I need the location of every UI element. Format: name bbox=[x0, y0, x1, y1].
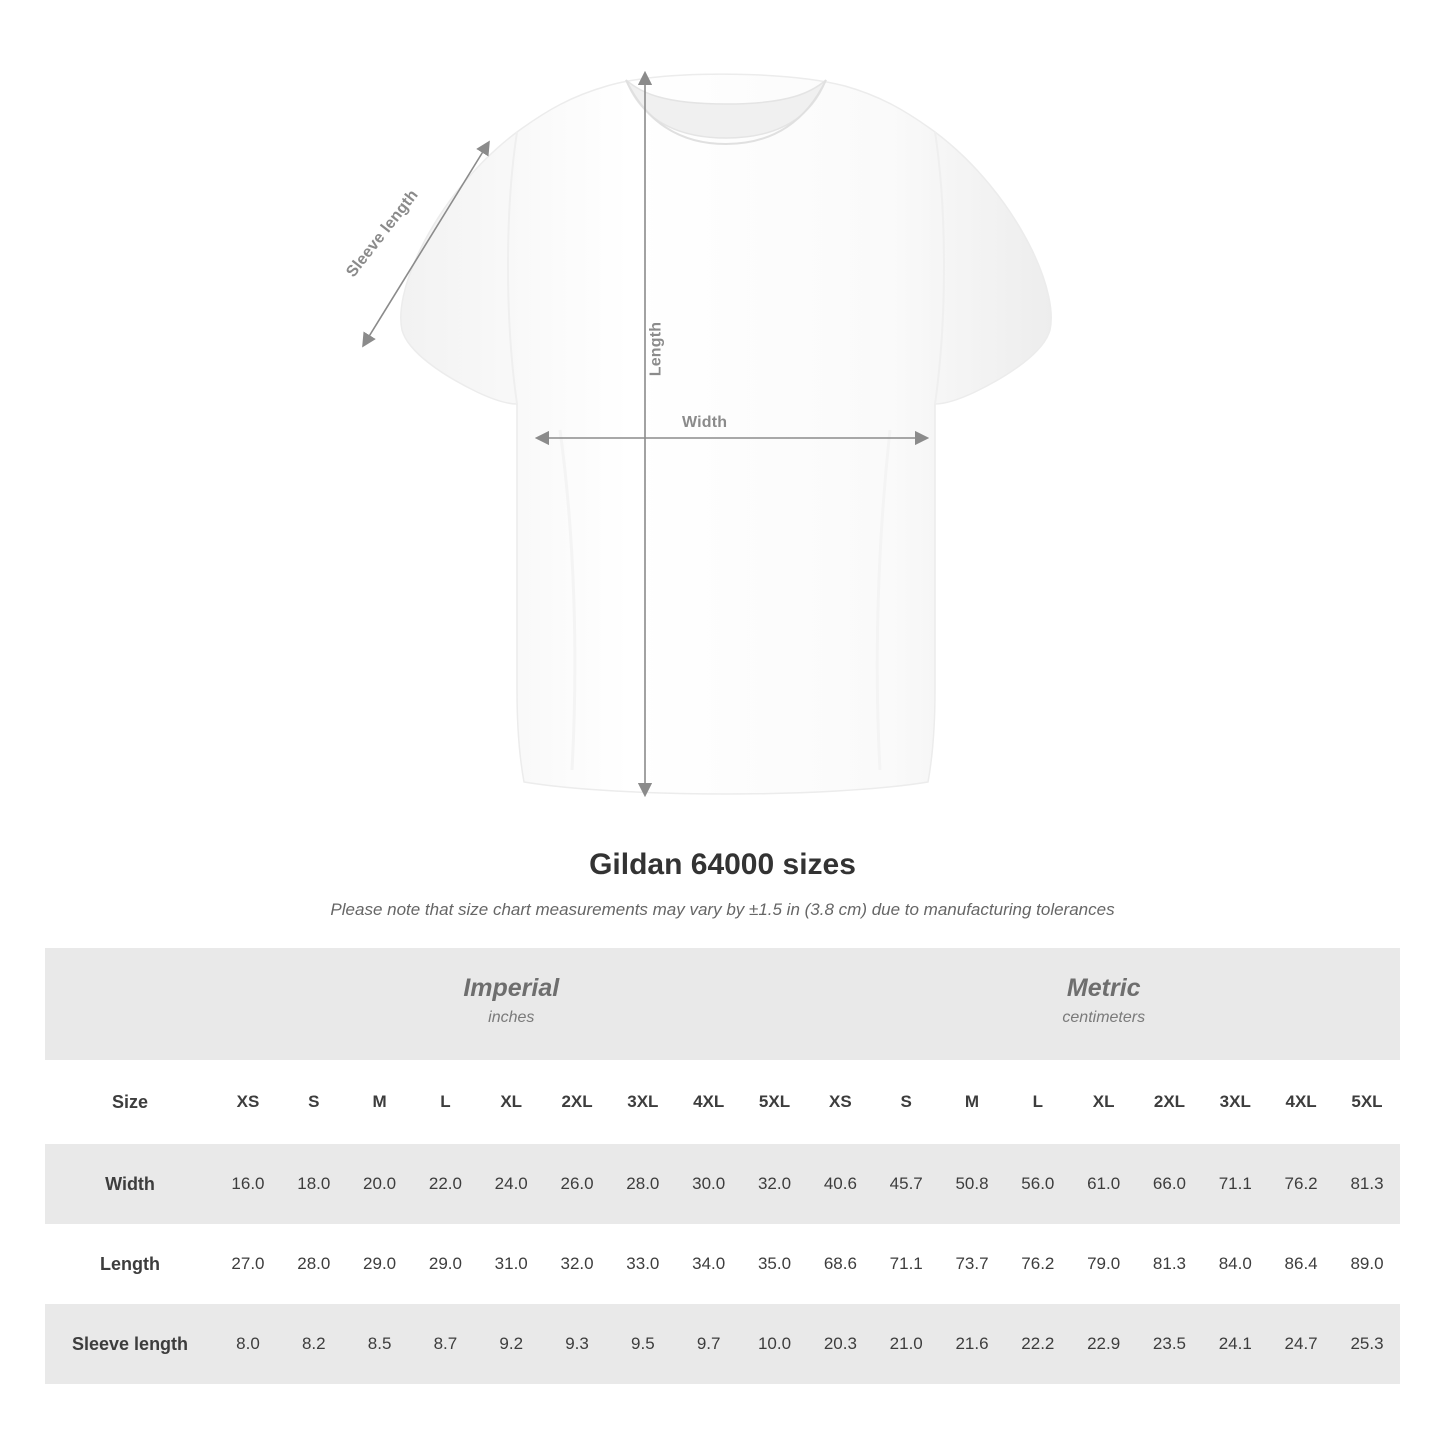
size-header-metric-m: M bbox=[939, 1060, 1005, 1144]
size-header-metric-xl: XL bbox=[1071, 1060, 1137, 1144]
size-header-metric-4xl: 4XL bbox=[1268, 1060, 1334, 1144]
cell-length-imperial-5xl: 35.0 bbox=[757, 1254, 792, 1273]
cell-width-imperial-m: 20.0 bbox=[347, 1144, 413, 1224]
unit-group-metric-sub: centimeters bbox=[1062, 1009, 1146, 1027]
size-header-metric-3xl: 3XL bbox=[1202, 1060, 1268, 1144]
cell-width-imperial-xl: 24.0 bbox=[478, 1144, 544, 1224]
cell-length-imperial-m: 29.0 bbox=[363, 1254, 397, 1273]
size-header-imperial-4xl: 4XL bbox=[676, 1060, 742, 1144]
row-label-sleeve-length: Sleeve length bbox=[45, 1304, 215, 1384]
size-header-imperial-xl: XL bbox=[478, 1060, 544, 1144]
unit-group-header-row bbox=[45, 948, 1400, 1060]
cell-length-metric-xl: 79.0 bbox=[1087, 1254, 1121, 1273]
cell-width-metric-xl: 61.0 bbox=[1071, 1144, 1137, 1224]
cell-sleeve-metric-2xl: 23.5 bbox=[1137, 1304, 1203, 1384]
cell-length-imperial-xl: 31.0 bbox=[494, 1254, 528, 1273]
cell-length-imperial-xs: 27.0 bbox=[231, 1254, 265, 1273]
cell-length-metric-s: 71.1 bbox=[889, 1254, 923, 1273]
cell-sleeve-imperial-3xl: 9.5 bbox=[610, 1304, 676, 1384]
size-header-metric-5xl: 5XL bbox=[1334, 1060, 1400, 1144]
cell-sleeve-imperial-l: 8.7 bbox=[413, 1304, 479, 1384]
cell-width-imperial-s: 18.0 bbox=[281, 1144, 347, 1224]
size-header-imperial-xs: XS bbox=[215, 1060, 281, 1144]
cell-length-metric-m: 73.7 bbox=[955, 1254, 989, 1273]
cell-width-imperial-3xl: 28.0 bbox=[610, 1144, 676, 1224]
tolerance-note: Please note that size chart measurements may vary by ±1.5 in (3.8 cm) due to manufacturing tolerances bbox=[330, 900, 1115, 919]
size-header-imperial-s: S bbox=[281, 1060, 347, 1144]
cell-sleeve-metric-3xl: 24.1 bbox=[1202, 1304, 1268, 1384]
cell-sleeve-imperial-4xl: 9.7 bbox=[676, 1304, 742, 1384]
width-label: Width bbox=[682, 414, 728, 431]
cell-length-imperial-l: 29.0 bbox=[428, 1254, 462, 1273]
cell-length-imperial-3xl: 33.0 bbox=[626, 1254, 660, 1273]
cell-sleeve-metric-xs: 20.3 bbox=[807, 1304, 873, 1384]
cell-sleeve-imperial-m: 8.5 bbox=[347, 1304, 413, 1384]
row-label-width: Width bbox=[45, 1144, 215, 1224]
cell-sleeve-imperial-s: 8.2 bbox=[281, 1304, 347, 1384]
unit-group-imperial-name: Imperial bbox=[463, 974, 560, 1003]
cell-length-metric-xs: 68.6 bbox=[823, 1254, 857, 1273]
chart-title-block bbox=[0, 848, 1445, 920]
page-title: Gildan 64000 sizes bbox=[589, 848, 856, 881]
size-header-imperial-l: L bbox=[413, 1060, 479, 1144]
cell-width-imperial-l: 22.0 bbox=[413, 1144, 479, 1224]
size-header-metric-l: L bbox=[1005, 1060, 1071, 1144]
cell-length-metric-4xl: 86.4 bbox=[1284, 1254, 1318, 1273]
cell-length-imperial-2xl: 32.0 bbox=[560, 1254, 594, 1273]
unit-group-metric-name: Metric bbox=[1066, 974, 1141, 1003]
cell-width-imperial-5xl: 32.0 bbox=[742, 1144, 808, 1224]
cell-width-imperial-4xl: 30.0 bbox=[676, 1144, 742, 1224]
cell-sleeve-imperial-xl: 9.2 bbox=[478, 1304, 544, 1384]
cell-length-metric-3xl: 84.0 bbox=[1218, 1254, 1252, 1273]
size-header-metric-2xl: 2XL bbox=[1137, 1060, 1203, 1144]
cell-width-metric-xs: 40.6 bbox=[807, 1144, 873, 1224]
cell-sleeve-metric-s: 21.0 bbox=[873, 1304, 939, 1384]
cell-sleeve-imperial-2xl: 9.3 bbox=[544, 1304, 610, 1384]
size-header-metric-xs: XS bbox=[807, 1060, 873, 1144]
unit-group-metric bbox=[807, 948, 1400, 1060]
table-row bbox=[45, 1144, 1400, 1224]
size-chart-container bbox=[45, 948, 1400, 1384]
cell-width-metric-s: 45.7 bbox=[873, 1144, 939, 1224]
size-header-imperial-5xl: 5XL bbox=[742, 1060, 808, 1144]
size-header-metric-s: S bbox=[873, 1060, 939, 1144]
sleeve-length-label: Sleeve length bbox=[343, 186, 422, 281]
size-header-label: Size bbox=[45, 1060, 215, 1144]
table-row bbox=[45, 1224, 1400, 1304]
cell-width-imperial-2xl: 26.0 bbox=[544, 1144, 610, 1224]
unit-group-spacer bbox=[45, 948, 215, 1060]
cell-length-imperial-s: 28.0 bbox=[297, 1254, 331, 1273]
shirt-body-shape bbox=[401, 74, 1051, 794]
cell-width-metric-4xl: 76.2 bbox=[1268, 1144, 1334, 1224]
row-label-length: Length bbox=[100, 1253, 161, 1274]
size-header-imperial-2xl: 2XL bbox=[544, 1060, 610, 1144]
cell-width-metric-5xl: 81.3 bbox=[1334, 1144, 1400, 1224]
cell-width-metric-m: 50.8 bbox=[939, 1144, 1005, 1224]
cell-width-imperial-xs: 16.0 bbox=[215, 1144, 281, 1224]
cell-sleeve-metric-5xl: 25.3 bbox=[1334, 1304, 1400, 1384]
cell-length-metric-l: 76.2 bbox=[1021, 1254, 1055, 1273]
cell-sleeve-metric-l: 22.2 bbox=[1005, 1304, 1071, 1384]
unit-group-imperial bbox=[215, 948, 807, 1060]
size-header-imperial-3xl: 3XL bbox=[610, 1060, 676, 1144]
cell-sleeve-metric-m: 21.6 bbox=[939, 1304, 1005, 1384]
length-label: Length bbox=[647, 321, 665, 377]
cell-sleeve-metric-4xl: 24.7 bbox=[1268, 1304, 1334, 1384]
cell-width-metric-l: 56.0 bbox=[1005, 1144, 1071, 1224]
cell-length-imperial-4xl: 34.0 bbox=[692, 1254, 726, 1273]
size-chart-table bbox=[45, 948, 1400, 1384]
size-header-row bbox=[45, 1060, 1400, 1144]
cell-length-metric-5xl: 89.0 bbox=[1350, 1254, 1384, 1273]
cell-sleeve-imperial-5xl: 10.0 bbox=[742, 1304, 808, 1384]
table-row bbox=[45, 1304, 1400, 1384]
cell-length-metric-2xl: 81.3 bbox=[1152, 1254, 1186, 1273]
cell-sleeve-imperial-xs: 8.0 bbox=[215, 1304, 281, 1384]
cell-width-metric-2xl: 66.0 bbox=[1137, 1144, 1203, 1224]
unit-group-imperial-sub: inches bbox=[488, 1009, 535, 1027]
cell-width-metric-3xl: 71.1 bbox=[1202, 1144, 1268, 1224]
cell-sleeve-metric-xl: 22.9 bbox=[1071, 1304, 1137, 1384]
size-header-imperial-m: M bbox=[347, 1060, 413, 1144]
